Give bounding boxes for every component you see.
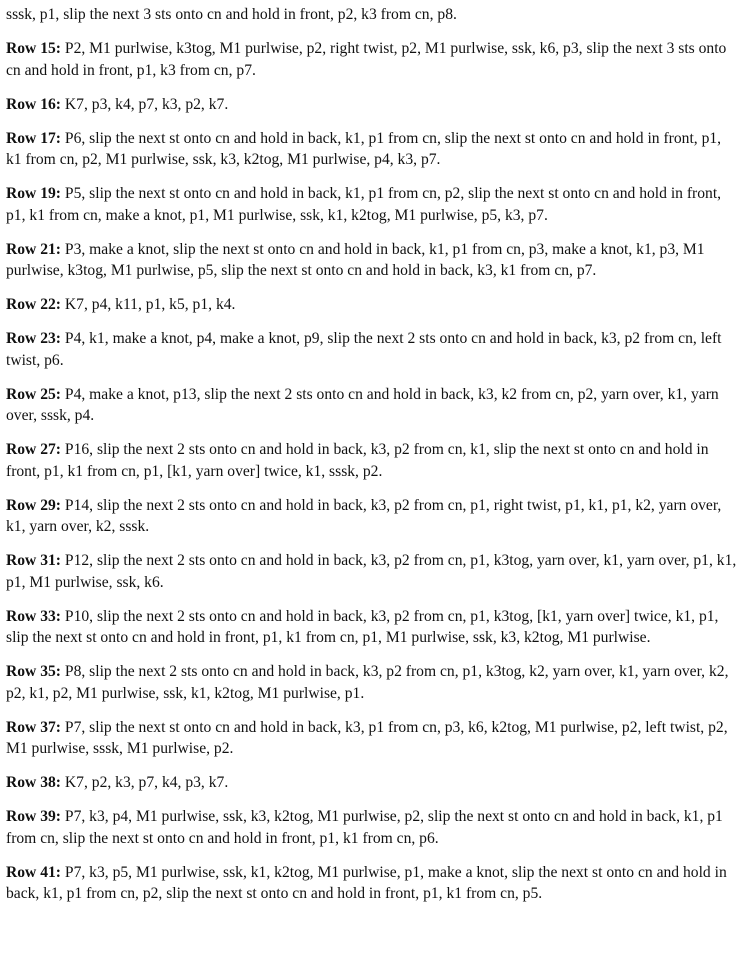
row-text: P2, M1 purlwise, k3tog, M1 purlwise, p2, right twist, p2, M1 purlwise, ssk, k6, p3, slip the next 3 sts onto cn and hold in front, p1, k3 from cn, p7.	[6, 40, 727, 79]
row-text: P3, make a knot, slip the next st onto cn and hold in back, k1, p1 from cn, p3, make a knot, k1, p3, M1 purlwise, k3tog, M1 purlwise, p5, slip the next st onto cn and hold in back, k3, k1 from cn, p7.	[6, 240, 705, 279]
row-label: Row 39:	[6, 808, 62, 825]
row-instruction	[6, 183, 738, 226]
row-text: K7, p3, k4, p7, k3, p2, k7.	[61, 95, 229, 113]
row-instruction	[6, 439, 738, 482]
row-instruction	[6, 94, 738, 116]
row-text: K7, p4, k11, p1, k5, p1, k4.	[61, 296, 236, 313]
row-instruction	[6, 606, 738, 649]
row-text: P6, slip the next st onto cn and hold in back, k1, p1 from cn, slip the next st onto cn and hold in front, p1, k1 from cn, p2, M1 purlwise, ssk, k3, k2tog, M1 purlwise, p4, k3, p7.	[6, 129, 722, 168]
row-label: Row 22:	[6, 296, 62, 313]
row-instruction	[6, 717, 738, 760]
row-label: Row 17:	[6, 129, 62, 147]
row-label: Row 29:	[6, 496, 62, 514]
row-instruction	[6, 294, 738, 316]
row-label: Row 23:	[6, 330, 62, 347]
row-label: Row 38:	[6, 774, 62, 791]
row-text: P7, k3, p5, M1 purlwise, ssk, k1, k2tog, M1 purlwise, p1, make a knot, slip the next st onto cn and hold in back, k1, p1 from cn, p2, slip the next st onto cn and hold in front, p1, k1 from cn, p5.	[6, 863, 727, 902]
row-instruction	[6, 772, 738, 794]
row-instruction	[6, 550, 738, 593]
row-text: P7, k3, p4, M1 purlwise, ssk, k3, k2tog, M1 purlwise, p2, slip the next st onto cn and hold in back, k1, p1 from cn, slip the next st onto cn and hold in front, p1, k1 from cn, p6.	[6, 808, 723, 847]
row-instruction	[6, 661, 738, 704]
row-text: P10, slip the next 2 sts onto cn and hold in back, k3, p2 from cn, p1, k3tog, [k1, yarn over] twice, k1, p1, slip the next st onto cn and hold in front, p1, k1 from cn, p1, M1 purlwise, ssk, k3, k2tog, M1 purlwise.	[6, 607, 719, 646]
row-instruction	[6, 328, 738, 371]
continued-instruction: sssk, p1, slip the next 3 sts onto cn and hold in front, p2, k3 from cn, p8.	[6, 6, 457, 23]
row-text: P7, slip the next st onto cn and hold in back, k3, p1 from cn, p3, k6, k2tog, M1 purlwise, p2, left twist, p2, M1 purlwise, sssk, M1 purlwise, p2.	[6, 718, 728, 757]
row-text: P14, slip the next 2 sts onto cn and hold in back, k3, p2 from cn, p1, right twist, p1, k1, p1, k2, yarn over, k1, yarn over, k2, sssk.	[6, 496, 722, 535]
row-label: Row 16:	[6, 95, 62, 113]
row-label: Row 31:	[6, 552, 62, 569]
row-label: Row 21:	[6, 240, 62, 258]
row-text: P8, slip the next 2 sts onto cn and hold in back, k3, p2 from cn, p1, k3tog, k2, yarn over, k1, yarn over, k2, p2, k1, p2, M1 purlwise, ssk, k1, k2tog, M1 purlwise, p1.	[6, 663, 729, 702]
row-label: Row 19:	[6, 185, 62, 202]
row-label: Row 41:	[6, 863, 62, 881]
row-label: Row 27:	[6, 441, 62, 458]
row-instruction	[6, 128, 738, 171]
row-instruction	[6, 384, 738, 427]
row-instruction	[6, 862, 738, 905]
row-text: P16, slip the next 2 sts onto cn and hold in back, k3, p2 from cn, k1, slip the next st onto cn and hold in front, p1, k1 from cn, p1, [k1, yarn over] twice, k1, sssk, p2.	[6, 441, 709, 480]
row-label: Row 37:	[6, 718, 62, 736]
row-label: Row 35:	[6, 663, 62, 680]
row-text: P12, slip the next 2 sts onto cn and hold in back, k3, p2 from cn, p1, k3tog, yarn over, k1, yarn over, p1, k1, p1, M1 purlwise, ssk, k6.	[6, 552, 737, 591]
row-text: P4, make a knot, p13, slip the next 2 sts onto cn and hold in back, k3, k2 from cn, p2, yarn over, k1, yarn over, sssk, p4.	[6, 385, 719, 424]
document-page	[6, 4, 738, 917]
row-text: P5, slip the next st onto cn and hold in back, k1, p1 from cn, p2, slip the next st onto cn and hold in front, p1, k1 from cn, make a knot, p1, M1 purlwise, ssk, k1, k2tog, M1 purlwise, p5, k3, p7.	[6, 185, 722, 224]
row-instruction	[6, 495, 738, 538]
row-text: P4, k1, make a knot, p4, make a knot, p9, slip the next 2 sts onto cn and hold in back, k3, p2 from cn, left twist, p6.	[6, 330, 722, 369]
row-text: K7, p2, k3, p7, k4, p3, k7.	[61, 774, 229, 791]
row-label: Row 15:	[6, 40, 62, 57]
row-instruction	[6, 239, 738, 282]
row-instruction	[6, 806, 738, 849]
row-instruction	[6, 38, 738, 81]
row-label: Row 33:	[6, 607, 62, 625]
row-label: Row 25:	[6, 385, 62, 403]
